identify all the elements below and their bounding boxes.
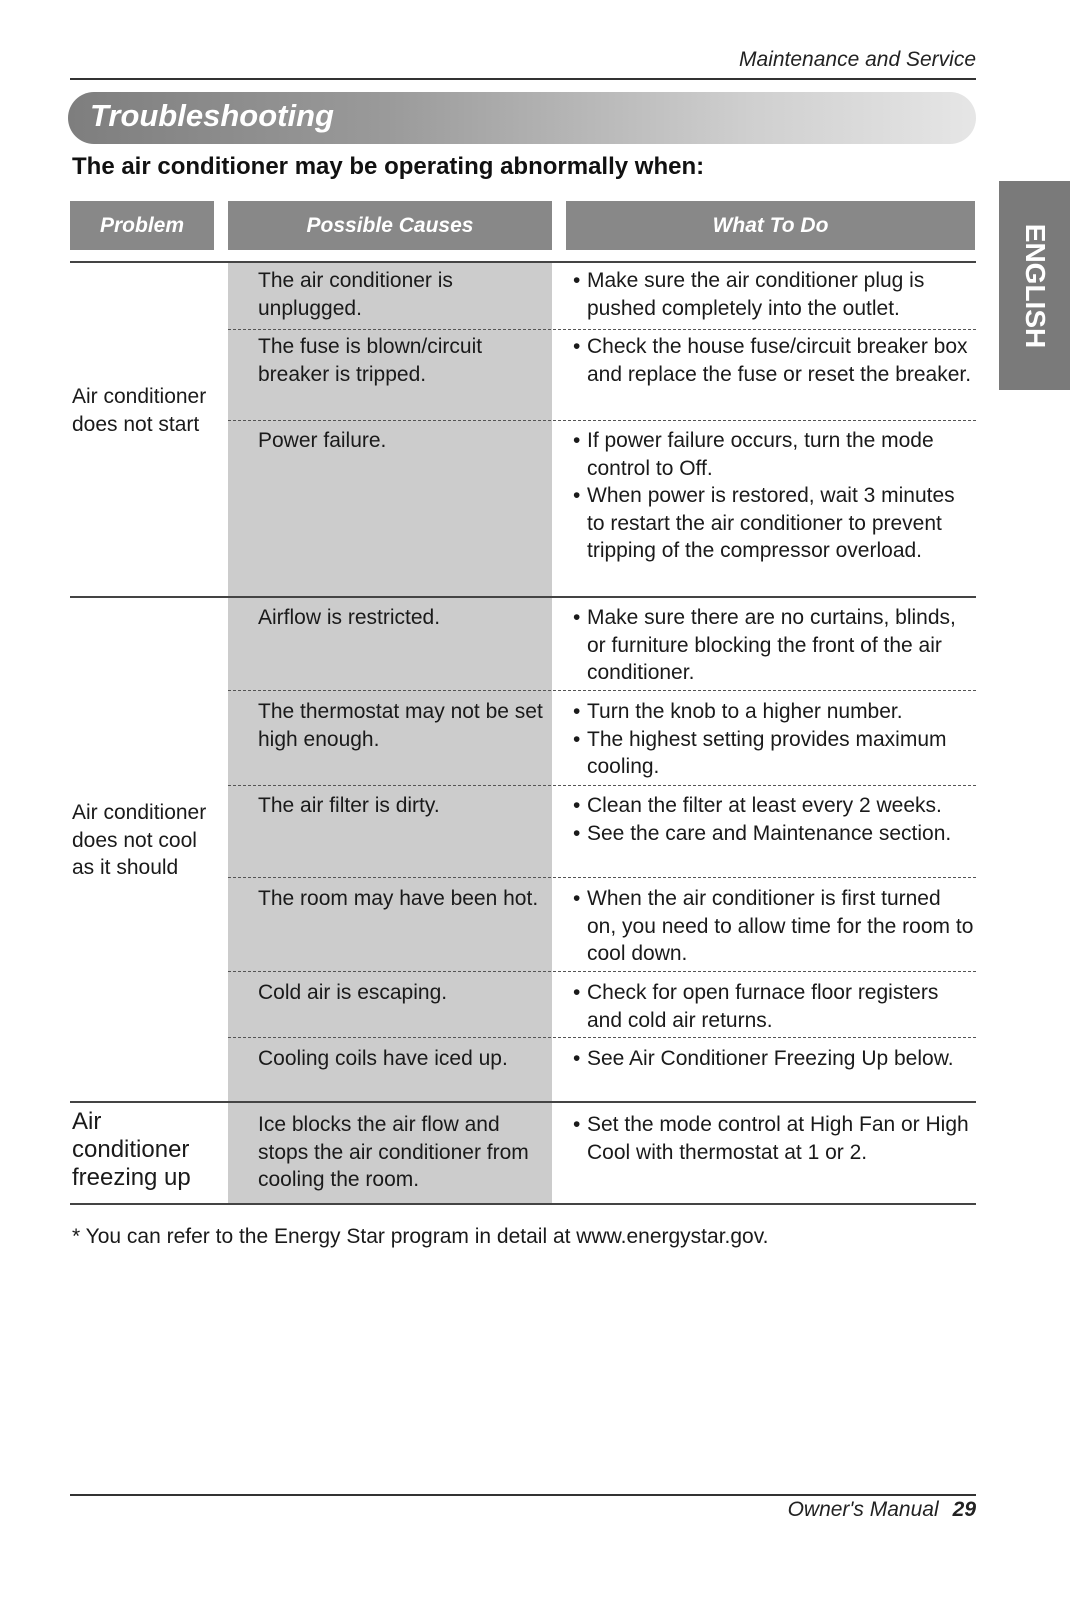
cause-cell: The air conditioner is unplugged. xyxy=(258,269,453,320)
table-bottom-rule xyxy=(70,1203,976,1205)
causes-shading xyxy=(228,598,552,1101)
row-divider xyxy=(228,329,976,330)
cause-cell: Cold air is escaping. xyxy=(258,981,448,1004)
cause-cell: Ice blocks the air flow and stops the air conditioner from cooling the room. xyxy=(258,1113,529,1191)
action-item: • Check for open furnace floor registers and cold air returns. xyxy=(573,981,939,1032)
action-cell xyxy=(570,885,974,968)
action-cell xyxy=(570,604,974,687)
language-tab xyxy=(999,181,1070,390)
cause-cell: The air filter is dirty. xyxy=(258,794,440,817)
action-cell xyxy=(570,979,974,1034)
action-item: • Make sure the air conditioner plug is pushed completely into the outlet. xyxy=(573,269,925,320)
cause-cell: The fuse is blown/circuit breaker is tripped. xyxy=(258,335,483,386)
row-divider xyxy=(228,877,976,878)
action-item: • Make sure there are no curtains, blinds, or furniture blocking the front of the air conditioner. xyxy=(573,606,956,684)
section-title: Maintenance and Service xyxy=(739,48,976,71)
bullet-icon: • xyxy=(573,606,581,629)
column-header-problem: Problem xyxy=(70,201,214,250)
bullet-icon: • xyxy=(573,484,581,507)
page-footer xyxy=(788,1498,976,1522)
bullet-icon: • xyxy=(573,700,581,723)
bullet-icon: • xyxy=(573,981,581,1004)
page-number: 29 xyxy=(952,1498,976,1521)
bullet-icon: • xyxy=(573,429,581,452)
column-header-what-to-do: What To Do xyxy=(566,201,975,250)
cause-cell: Cooling coils have iced up. xyxy=(258,1047,508,1070)
energy-star-footnote: * You can refer to the Energy Star program in detail at www.energystar.gov. xyxy=(72,1225,769,1248)
banner-title: Troubleshooting xyxy=(90,98,334,133)
action-item: • Check the house fuse/circuit breaker box and replace the fuse or reset the breaker. xyxy=(573,335,972,386)
bullet-icon: • xyxy=(573,727,581,751)
page-subheading: The air conditioner may be operating abnormally when: xyxy=(72,153,705,180)
action-item: • Turn the knob to a higher number. xyxy=(570,698,974,726)
header-divider xyxy=(70,78,976,80)
action-item: • If power failure occurs, turn the mode control to Off. xyxy=(573,429,934,480)
action-cell xyxy=(570,427,974,565)
cause-cell: The thermostat may not be set high enough. xyxy=(258,700,543,751)
row-divider xyxy=(228,785,976,786)
row-divider xyxy=(228,971,976,972)
bullet-icon: • xyxy=(573,794,581,817)
action-item: • See Air Conditioner Freezing Up below. xyxy=(570,1045,974,1073)
action-cell xyxy=(570,1045,974,1073)
action-cell xyxy=(570,698,974,781)
action-item: • When the air conditioner is first turned on, you need to allow time for the room to cool down. xyxy=(573,887,974,965)
cause-cell: Power failure. xyxy=(258,429,387,452)
action-item: • Set the mode control at High Fan or High Cool with thermostat at 1 or 2. xyxy=(573,1113,969,1164)
bullet-icon: • xyxy=(573,269,581,292)
group-divider xyxy=(70,596,976,598)
action-cell xyxy=(570,792,974,847)
column-header-possible-causes: Possible Causes xyxy=(228,201,552,250)
group-divider xyxy=(70,1101,976,1103)
language-tab-label: ENGLISH xyxy=(1019,223,1051,348)
cause-cell: Airflow is restricted. xyxy=(258,606,441,629)
action-item: • The highest setting provides maximum cooling. xyxy=(573,727,947,778)
bullet-icon: • xyxy=(573,1113,581,1136)
bullet-icon: • xyxy=(573,335,581,358)
manual-label: Owner's Manual xyxy=(787,1498,939,1521)
action-item: • Clean the filter at least every 2 weeks. xyxy=(570,792,974,820)
problem-cell: Air conditioner does not cool as it should xyxy=(72,801,207,879)
footer-divider xyxy=(70,1494,976,1496)
row-divider xyxy=(228,420,976,421)
bullet-icon: • xyxy=(573,821,581,845)
action-item: • See the care and Maintenance section. xyxy=(570,820,974,848)
row-divider xyxy=(228,690,976,691)
bullet-icon: • xyxy=(573,1047,581,1070)
problem-cell: Air conditioner freezing up xyxy=(72,1108,191,1191)
bullet-icon: • xyxy=(573,887,581,910)
action-cell xyxy=(570,1111,974,1166)
action-cell xyxy=(570,267,974,322)
row-divider xyxy=(228,1037,976,1038)
action-cell xyxy=(570,333,974,388)
action-item: • When power is restored, wait 3 minutes to restart the air conditioner to prevent tripping of the compressor overload. xyxy=(573,484,955,562)
cause-cell: The room may have been hot. xyxy=(258,887,539,910)
troubleshooting-banner xyxy=(68,92,976,144)
problem-cell: Air conditioner does not start xyxy=(72,385,207,436)
